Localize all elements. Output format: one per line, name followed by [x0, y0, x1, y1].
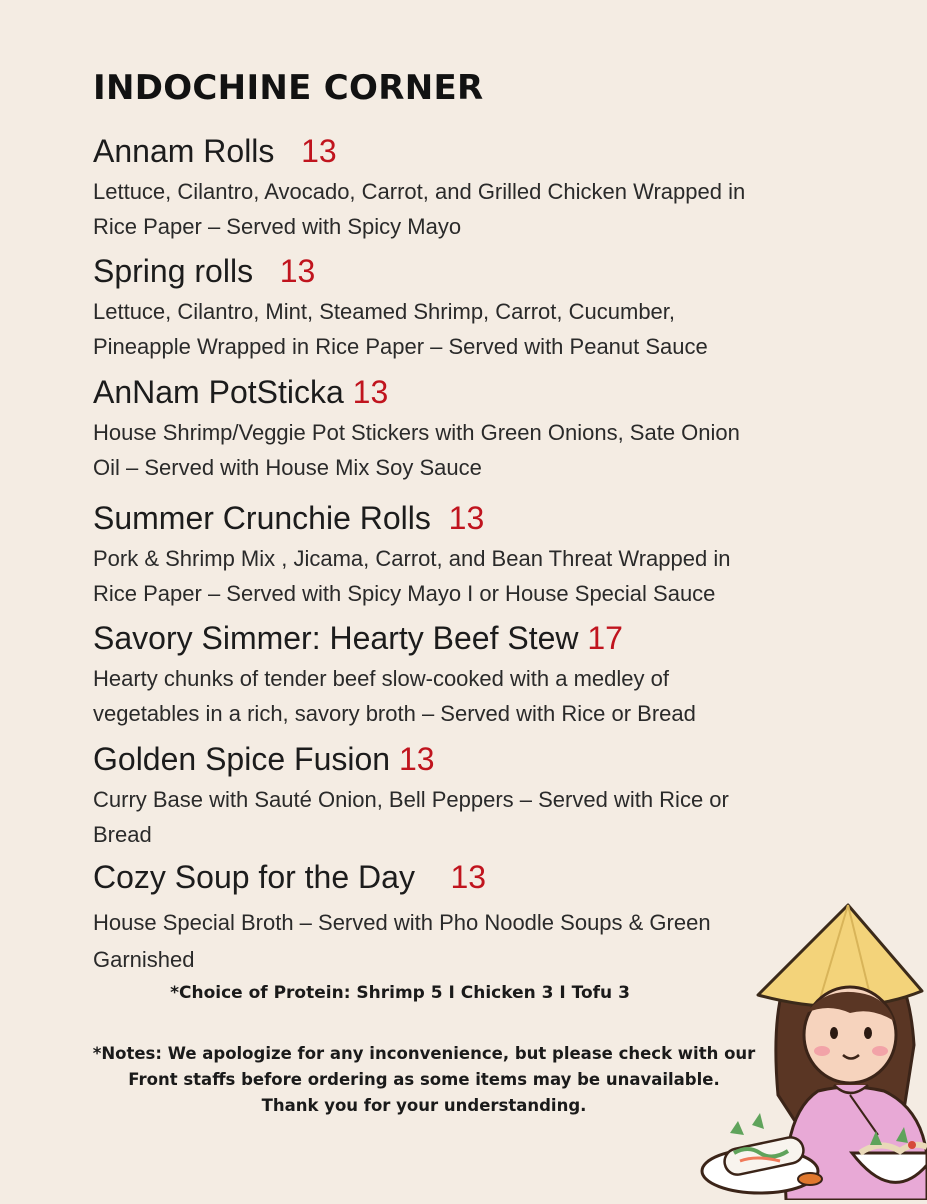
notes-line: *Notes: We apologize for any inconvenience, but please check with our	[92, 1044, 756, 1063]
item-title	[93, 252, 793, 290]
vietnamese-girl-conical-hat-icon	[700, 895, 927, 1200]
menu-heading: INDOCHINE CORNER	[93, 68, 484, 108]
menu-item	[93, 252, 793, 364]
item-title	[93, 858, 793, 896]
item-title	[93, 132, 793, 170]
item-description: Lettuce, Cilantro, Avocado, Carrot, and Grilled Chicken Wrapped in Rice Paper – Served with Spicy Mayo	[93, 179, 746, 239]
menu-item	[93, 373, 793, 485]
item-price: 13	[448, 500, 485, 536]
menu-item	[93, 740, 793, 852]
notes-line: Thank you for your understanding.	[261, 1096, 587, 1115]
item-description: Curry Base with Sauté Onion, Bell Peppers – Served with Rice or Bread	[93, 787, 729, 847]
protein-choice-note: *Choice of Protein: Shrimp 5 I Chicken 3 I Tofu 3	[170, 983, 630, 1003]
notes	[60, 1041, 788, 1119]
item-name: Savory Simmer: Hearty Beef Stew	[93, 620, 579, 656]
item-price: 17	[587, 620, 623, 656]
item-name: Summer Crunchie Rolls	[93, 500, 431, 536]
item-description: Hearty chunks of tender beef slow-cooked with a medley of vegetables in a rich, savory broth – Served with Rice or Bread	[93, 666, 696, 726]
menu-item	[93, 619, 793, 731]
item-description: Lettuce, Cilantro, Mint, Steamed Shrimp, Carrot, Cucumber, Pineapple Wrapped in Rice Paper – Served with Peanut Sauce	[93, 299, 708, 359]
notes-line: Front staffs before ordering as some items may be unavailable.	[128, 1070, 720, 1089]
menu-item	[93, 132, 793, 244]
item-name: AnNam PotSticka	[93, 374, 344, 410]
item-price: 13	[352, 374, 389, 410]
item-name: Spring rolls	[93, 253, 254, 289]
item-description: Pork & Shrimp Mix , Jicama, Carrot, and Bean Threat Wrapped in Rice Paper – Served with Spicy Mayo I or House Special Sauce	[93, 546, 731, 606]
item-name: Cozy Soup for the Day	[93, 859, 415, 895]
item-description: House Shrimp/Veggie Pot Stickers with Green Onions, Sate Onion Oil – Served with House Mix Soy Sauce	[93, 420, 740, 480]
item-price: 13	[301, 133, 337, 169]
item-price: 13	[279, 253, 316, 289]
item-title	[93, 619, 793, 657]
menu-item	[93, 858, 793, 978]
item-name: Golden Spice Fusion	[93, 741, 391, 777]
item-name: Annam Rolls	[93, 133, 275, 169]
menu-item	[93, 499, 793, 611]
item-title	[93, 373, 793, 411]
item-title	[93, 740, 793, 778]
item-title	[93, 499, 793, 537]
item-description: House Special Broth – Served with Pho Noodle Soups & Green Garnished	[93, 910, 711, 972]
item-price: 13	[398, 741, 435, 777]
item-price: 13	[450, 859, 487, 895]
